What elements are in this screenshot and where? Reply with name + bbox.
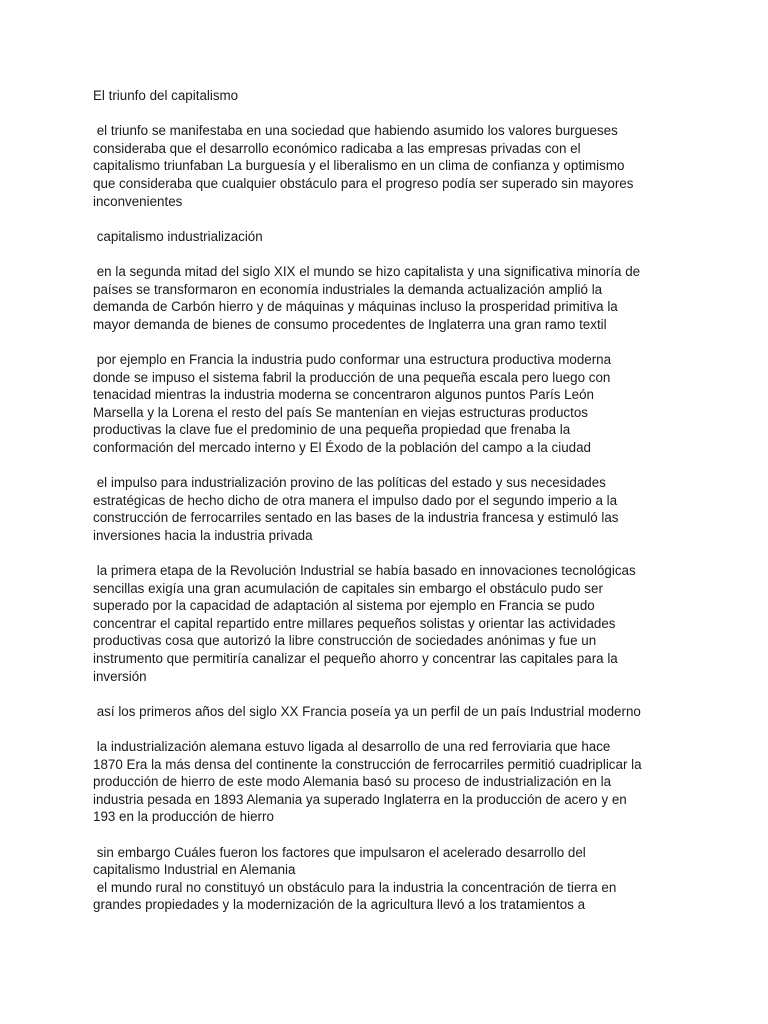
paragraph-4: por ejemplo en Francia la industria pudo conformar una estructura productiva moderna donde se impuso el sistema fabril la producción de una pequeña escala pero luego con tenacidad mientras la industria moderna se concentraron algunos puntos París León Marsella y la Lorena el resto del país Se mantenían en viejas estructuras productos productivas la clave fue el predominio de una pequeña propiedad que frenaba la conformación del mercado interno y El Éxodo de la población del campo a la ciudad: [93, 351, 612, 455]
paragraph-7: así los primeros años del siglo XX Francia poseía ya un perfil de un país Industrial moderno: [93, 703, 641, 719]
paragraph-9: sin embargo Cuáles fueron los factores que impulsaron el acelerado desarrollo del capitalismo Industrial en Alemania: [93, 844, 586, 878]
paragraph-5: el impulso para industrialización provino de las políticas del estado y sus necesidades estratégicas de hecho dicho de otra manera el impulso dado por el segundo imperio a la construcción de ferrocarriles sentado en las bases de la industria francesa y estimuló las inversiones hacia la industria privada: [93, 475, 619, 543]
paragraph-3: en la segunda mitad del siglo XIX el mundo se hizo capitalista y una significativa minoría de países se transformaron en economía industriales la demanda actualización amplió la demanda de Carbón hierro y de máquinas y máquinas incluso la prosperidad primitiva la mayor demanda de bienes de consumo procedentes de Inglaterra una gran ramo textil: [93, 263, 641, 332]
paragraph-6: la primera etapa de la Revolución Industrial se había basado en innovaciones tecnológicas sencillas exigía una gran acumulación de capitales sin embargo el obstáculo pudo ser superado por la capacidad de adaptación al sistema por ejemplo en Francia se pudo concentrar el capital repartido entre millares pequeños solistas y orientar las actividades productivas cosa que autorizó la libre construcción de sociedades anónimas y fue un instrumento que permitiría canalizar el pequeño ahorro y concentrar las capitales para la inversión: [93, 563, 636, 684]
paragraph-1: el triunfo se manifestaba en una sociedad que habiendo asumido los valores burgueses consideraba que el desarrollo económico radicaba a las empresas privadas con el capitalismo triunfaban La burguesía y el liberalismo en un clima de confianza y optimismo que consideraba que cualquier obstáculo para el progreso podía ser superado sin mayores inconvenientes: [93, 123, 634, 209]
document-title: El triunfo del capitalismo: [93, 88, 239, 103]
paragraph-8: la industrialización alemana estuvo ligada al desarrollo de una red ferroviaria que hace 1870 Era la más densa del continente la construcción de ferrocarriles permitió cuadriplicar la producción de hierro de este modo Alemania basó su proceso de industrialización en la industria pesada en 1893 Alemania ya superado Inglaterra en la producción de acero y en 193 en la producción de hierro: [93, 738, 642, 825]
paragraph-2: capitalismo industrialización: [93, 228, 263, 244]
paragraph-10: el mundo rural no constituyó un obstáculo para la industria la concentración de tierra en grandes propiedades y la modernización de la agricultura llevó a los tratamientos a: [93, 879, 617, 913]
document-page: [93, 87, 693, 914]
